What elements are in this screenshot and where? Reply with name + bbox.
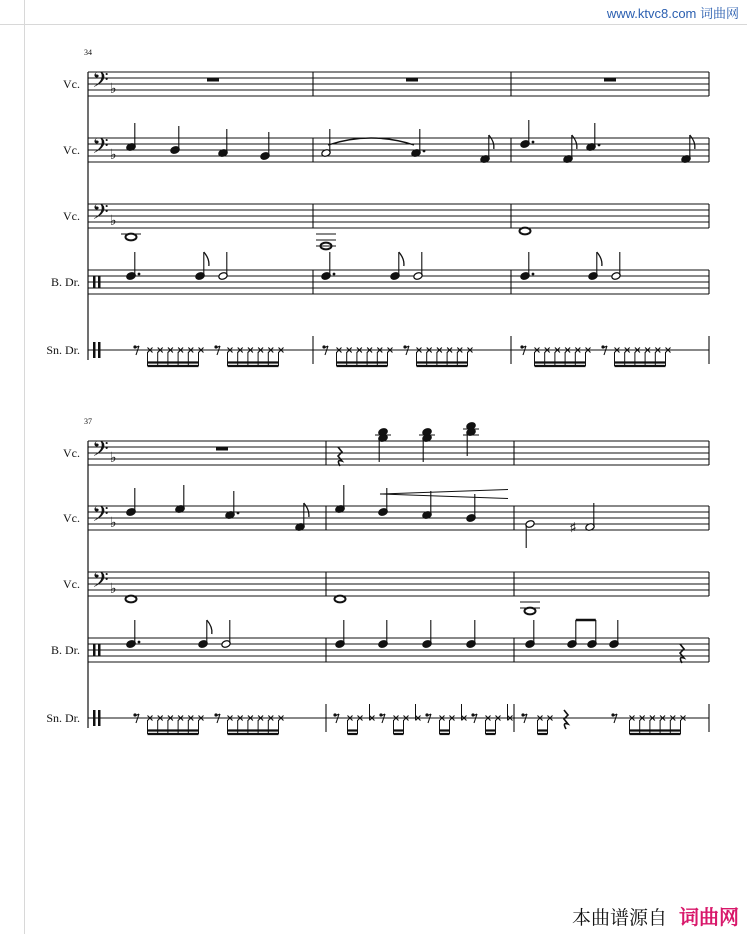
percussion-clef-icon bbox=[98, 276, 101, 288]
whole-note bbox=[126, 596, 137, 603]
bass-clef-icon: 𝄢 bbox=[92, 502, 109, 533]
note-flag bbox=[304, 503, 309, 517]
bass-clef-icon: 𝄢 bbox=[92, 437, 109, 468]
watermark-top[interactable]: www.ktvc8.com 词曲网 bbox=[606, 6, 739, 21]
note-flag bbox=[597, 252, 602, 266]
watermark-site-text[interactable]: 词曲网 bbox=[679, 905, 739, 929]
note-dot bbox=[532, 273, 535, 276]
bass-clef-icon: 𝄢 bbox=[92, 134, 109, 165]
instrument-label: Vc. bbox=[63, 209, 80, 223]
whole-note bbox=[335, 596, 346, 603]
percussion-clef-icon bbox=[98, 710, 101, 726]
whole-rest-icon bbox=[207, 78, 219, 82]
whole-rest-icon bbox=[216, 447, 228, 451]
percussion-clef-icon bbox=[93, 710, 96, 726]
quarter-rest-icon bbox=[680, 644, 684, 663]
note-flag bbox=[690, 135, 695, 149]
note-flag bbox=[207, 620, 212, 634]
watermark-source-text: 本曲谱源自 bbox=[571, 907, 667, 929]
flat-key-signature-icon: ♭ bbox=[110, 450, 117, 466]
note-flag bbox=[489, 135, 494, 149]
instrument-label: B. Dr. bbox=[50, 275, 80, 289]
instrument-label: Sn. Dr. bbox=[46, 343, 80, 357]
note-dot bbox=[237, 512, 240, 515]
sharp-icon: ♯ bbox=[570, 520, 576, 534]
measure-number: 34 bbox=[84, 48, 92, 57]
diminuendo-hairpin bbox=[380, 494, 508, 499]
bass-clef-icon: 𝄢 bbox=[92, 68, 109, 99]
diminuendo-hairpin bbox=[380, 490, 508, 495]
percussion-clef-icon bbox=[98, 644, 101, 656]
instrument-label: Vc. bbox=[63, 143, 80, 157]
note-flag bbox=[572, 135, 577, 149]
watermark-bottom[interactable] bbox=[572, 901, 739, 930]
note-dot bbox=[138, 641, 141, 644]
quarter-rest-icon bbox=[564, 710, 568, 729]
bass-clef-icon: 𝄢 bbox=[92, 200, 109, 231]
flat-key-signature-icon: ♭ bbox=[110, 581, 117, 597]
instrument-label: Vc. bbox=[63, 577, 80, 591]
note-dot bbox=[333, 273, 336, 276]
flat-key-signature-icon: ♭ bbox=[110, 147, 117, 163]
note-dot bbox=[138, 273, 141, 276]
percussion-clef-icon bbox=[98, 342, 101, 358]
percussion-clef-icon bbox=[93, 644, 96, 656]
percussion-clef-icon bbox=[93, 342, 96, 358]
note-flag bbox=[399, 252, 404, 266]
note-dot bbox=[598, 144, 601, 147]
whole-note bbox=[126, 234, 137, 241]
bass-clef-icon: 𝄢 bbox=[92, 568, 109, 599]
instrument-label: Vc. bbox=[63, 77, 80, 91]
quarter-rest-icon bbox=[338, 447, 342, 466]
instrument-label: Vc. bbox=[63, 446, 80, 460]
note-flag bbox=[204, 252, 209, 266]
instrument-label: Sn. Dr. bbox=[46, 711, 80, 725]
instrument-label: Vc. bbox=[63, 511, 80, 525]
whole-note bbox=[525, 608, 536, 615]
percussion-clef-icon bbox=[93, 276, 96, 288]
note-dot bbox=[423, 150, 426, 153]
measure-number: 37 bbox=[84, 417, 92, 426]
whole-rest-icon bbox=[604, 78, 616, 82]
whole-rest-icon bbox=[406, 78, 418, 82]
note-dot bbox=[532, 141, 535, 144]
flat-key-signature-icon: ♭ bbox=[110, 515, 117, 531]
instrument-label: B. Dr. bbox=[50, 643, 80, 657]
whole-note bbox=[520, 228, 531, 235]
flat-key-signature-icon: ♭ bbox=[110, 81, 117, 97]
flat-key-signature-icon: ♭ bbox=[110, 213, 117, 229]
